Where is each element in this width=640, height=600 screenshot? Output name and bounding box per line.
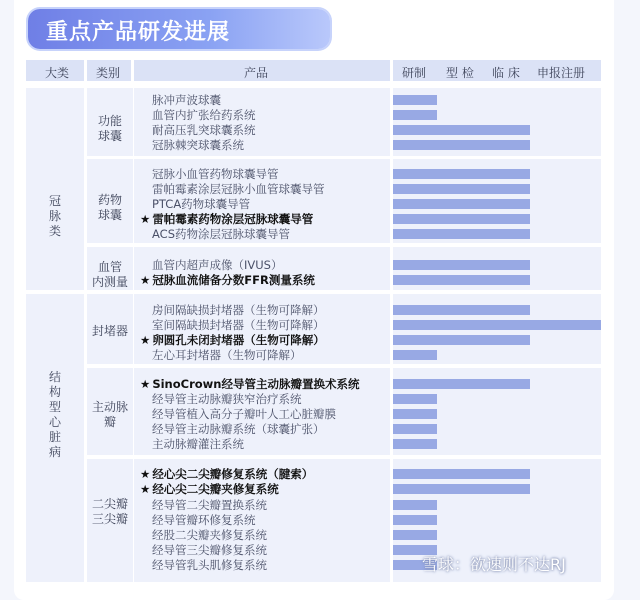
product-name: 房间隔缺损封堵器（生物可降解） (152, 303, 325, 317)
progress-bar (393, 500, 437, 510)
header-stage-clinical: 临 床 (492, 66, 520, 80)
progress-bar (393, 275, 530, 285)
progress-bar (393, 140, 530, 150)
progress-bar (393, 350, 437, 360)
product-label (152, 123, 256, 138)
header-stage-rd: 研制 (402, 66, 427, 80)
product-label (152, 543, 267, 558)
group-label: 药物 球囊 (97, 193, 122, 222)
key-star-icon: ★ (140, 212, 151, 226)
product-label (152, 528, 267, 543)
key-star-icon: ★ (140, 273, 151, 287)
product-name: 经心尖二尖瓣夹修复系统 (152, 482, 279, 496)
key-star-icon: ★ (140, 467, 151, 481)
progress-bar (393, 335, 530, 345)
progress-bar (393, 260, 530, 270)
product-name: ACS药物涂层冠脉球囊导管 (152, 227, 290, 241)
progress-bar (393, 95, 437, 105)
header-product: 产品 (244, 66, 269, 80)
product-label (152, 167, 279, 182)
key-star-icon: ★ (140, 333, 151, 347)
product-label (152, 227, 290, 242)
product-name: 雷帕霉素涂层冠脉小血管球囊导管 (152, 182, 325, 196)
product-name: 室间隔缺损封堵器（生物可降解） (152, 318, 325, 332)
group-label: 血管 内测量 (91, 260, 128, 289)
product-label (152, 303, 325, 318)
page-title: 重点产品研发进展 (46, 20, 231, 45)
product-label (152, 197, 250, 212)
category-block (26, 88, 84, 290)
product-name: 冠脉小血管药物球囊导管 (152, 167, 279, 181)
progress-bar (393, 439, 437, 449)
product-label (152, 392, 302, 407)
progress-bar (393, 169, 530, 179)
product-name: PTCA药物球囊导管 (152, 197, 251, 211)
header-group: 类别 (96, 66, 121, 80)
category-label: 冠 脉 类 (48, 194, 61, 238)
watermark: 雪球：欲速则不达RJ (422, 555, 566, 574)
product-name: 血管内扩张给药系统 (152, 108, 256, 122)
title-banner (28, 9, 330, 49)
group-label: 主动脉 瓣 (91, 400, 128, 429)
product-name: SinoCrown经导管主动脉瓣置换术系统 (152, 377, 360, 391)
product-name: 经导管主动脉瓣系统（球囊扩张） (152, 422, 325, 436)
product-name: 经股二尖瓣夹修复系统 (152, 528, 267, 542)
progress-bar (393, 409, 437, 419)
product-name: 冠脉棘突球囊系统 (152, 138, 244, 152)
header-stage-register: 申报注册 (537, 66, 586, 80)
progress-bar (393, 530, 437, 540)
product-label (152, 348, 302, 363)
product-label (152, 318, 325, 333)
product-label (152, 558, 267, 573)
product-label (140, 377, 360, 392)
product-name: 耐高压乳突球囊系统 (152, 123, 256, 137)
product-name: 经导管乳头肌修复系统 (152, 558, 267, 572)
product-name: 经导管瓣环修复系统 (152, 513, 256, 527)
product-label (152, 138, 244, 153)
product-label (152, 182, 325, 197)
product-label (152, 108, 256, 123)
progress-bar (393, 320, 601, 330)
header-category: 大类 (45, 66, 70, 80)
header-stage-test: 型 检 (446, 66, 474, 80)
product-label (140, 467, 314, 482)
progress-bar (393, 229, 530, 239)
progress-bar (393, 424, 437, 434)
product-name: 主动脉瓣灌注系统 (152, 437, 244, 451)
product-label (152, 258, 282, 273)
group-label: 功能 球囊 (97, 114, 122, 143)
progress-bar (393, 184, 530, 194)
product-label (152, 437, 244, 452)
product-name: 经导管植入高分子瓣叶人工心脏瓣膜 (152, 407, 336, 421)
key-star-icon: ★ (140, 377, 151, 391)
product-label (140, 482, 279, 497)
product-label (152, 93, 221, 108)
product-name: 雷帕霉素药物涂层冠脉球囊导管 (152, 212, 314, 226)
product-name: 经导管三尖瓣修复系统 (152, 543, 267, 557)
product-name: 冠脉血流储备分数FFR测量系统 (152, 273, 315, 287)
product-name: 血管内超声成像（IVUS） (152, 258, 283, 272)
progress-bar (393, 515, 437, 525)
column-separator (133, 88, 134, 582)
group-label: 封堵器 (91, 324, 128, 338)
progress-bar (393, 469, 530, 479)
product-label (152, 498, 267, 513)
product-label (152, 513, 256, 528)
product-label (140, 273, 315, 288)
product-name: 经心尖二尖瓣修复系统（腱索） (152, 467, 314, 481)
progress-bar (393, 214, 530, 224)
progress-bar (393, 394, 437, 404)
product-name: 经导管主动脉瓣狭窄治疗系统 (152, 392, 302, 406)
progress-bar (393, 379, 530, 389)
progress-bar (393, 199, 530, 209)
product-label (152, 407, 336, 422)
product-label (152, 422, 325, 437)
product-label (140, 212, 314, 227)
key-star-icon: ★ (140, 482, 151, 496)
progress-bar (393, 125, 530, 135)
product-name: 卵圆孔未闭封堵器（生物可降解） (152, 333, 325, 347)
product-label (140, 333, 325, 348)
group-label: 二尖瓣 三尖瓣 (91, 497, 128, 526)
progress-bar (393, 484, 530, 494)
product-name: 脉冲声波球囊 (152, 93, 221, 107)
product-name: 经导管二尖瓣置换系统 (152, 498, 267, 512)
progress-bar (393, 305, 530, 315)
progress-bar (393, 110, 437, 120)
product-name: 左心耳封堵器（生物可降解） (152, 348, 302, 362)
category-label: 结 构 型 心 脏 病 (48, 370, 61, 459)
